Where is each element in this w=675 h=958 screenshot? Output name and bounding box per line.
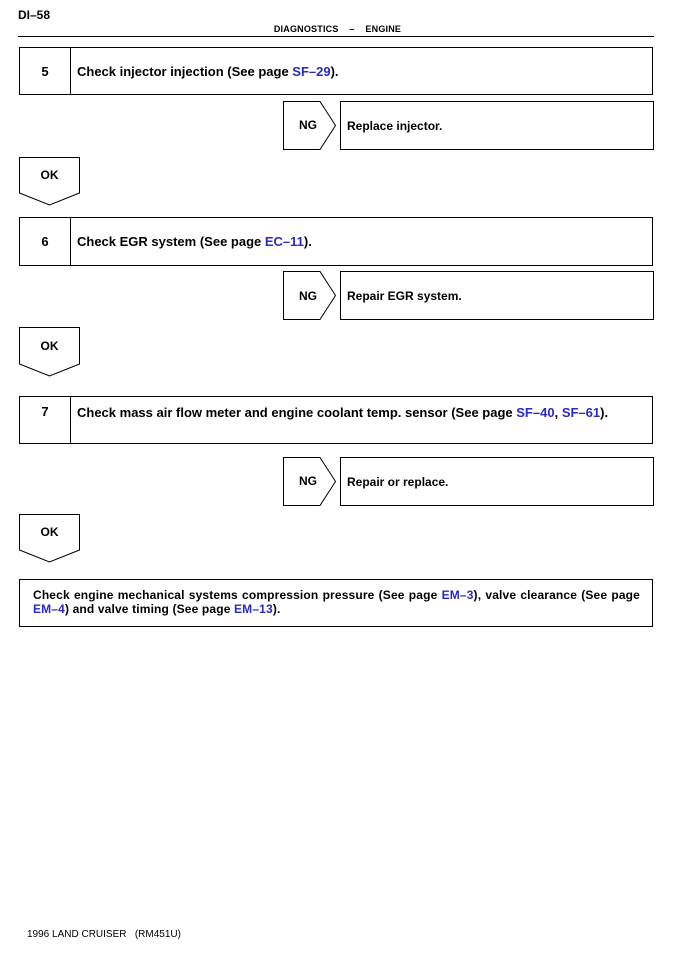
step-7-box	[19, 396, 653, 444]
ng-label: NG	[299, 118, 317, 132]
step-text	[71, 218, 652, 265]
step-text-part: ).	[303, 234, 312, 249]
header-rule	[18, 36, 654, 37]
ng-action-5: Replace injector.	[340, 101, 654, 150]
step-text-part: Check mass air flow meter and engine coolant temp. sensor (See page	[77, 405, 517, 420]
ng-label: NG	[299, 289, 317, 303]
page-ref-link[interactable]: EM–3	[441, 588, 474, 602]
section-title	[0, 24, 675, 34]
step-number: 5	[20, 48, 71, 94]
page-ref-link[interactable]: SF–61	[561, 405, 601, 420]
step-text	[71, 397, 652, 443]
section-title-left: DIAGNOSTICS	[273, 24, 339, 34]
page-ref-link[interactable]: EM–4	[33, 602, 65, 616]
footer-model: 1996 LAND CRUISER (RM451U)	[27, 929, 181, 940]
final-text-part: Check engine mechanical systems compression pressure (See page	[33, 588, 442, 602]
step-text-part: ).	[600, 405, 609, 420]
step-text-part: Check injector injection (See page	[77, 63, 293, 79]
final-text-part: ).	[272, 602, 281, 616]
ng-label: NG	[299, 474, 317, 488]
section-title-separator: –	[349, 24, 355, 34]
step-text-part: ).	[330, 63, 339, 79]
page-ref-link[interactable]: EC–11	[264, 234, 304, 249]
page-ref-link[interactable]: EM–13	[234, 602, 273, 616]
ok-label: OK	[40, 525, 59, 539]
ok-label: OK	[40, 339, 59, 353]
page-number: DI–58	[18, 8, 51, 22]
final-text-part: ), valve clearance (See page	[473, 588, 640, 602]
section-title-right: ENGINE	[365, 24, 402, 34]
step-text-part: ,	[554, 405, 559, 420]
final-text-part: ) and valve timing (See page	[64, 602, 235, 616]
step-number: 7	[20, 397, 71, 443]
final-check-box	[19, 579, 653, 627]
step-5-box	[19, 47, 653, 95]
step-text	[71, 48, 652, 94]
ok-label: OK	[40, 168, 59, 182]
page-ref-link[interactable]: SF–29	[292, 63, 331, 79]
step-number: 6	[20, 218, 71, 265]
page-ref-link[interactable]: SF–40	[516, 405, 555, 420]
step-6-box	[19, 217, 653, 266]
ng-action-6: Repair EGR system.	[340, 271, 654, 320]
ng-action-7: Repair or replace.	[340, 457, 654, 506]
step-text-part: Check EGR system (See page	[77, 234, 265, 249]
